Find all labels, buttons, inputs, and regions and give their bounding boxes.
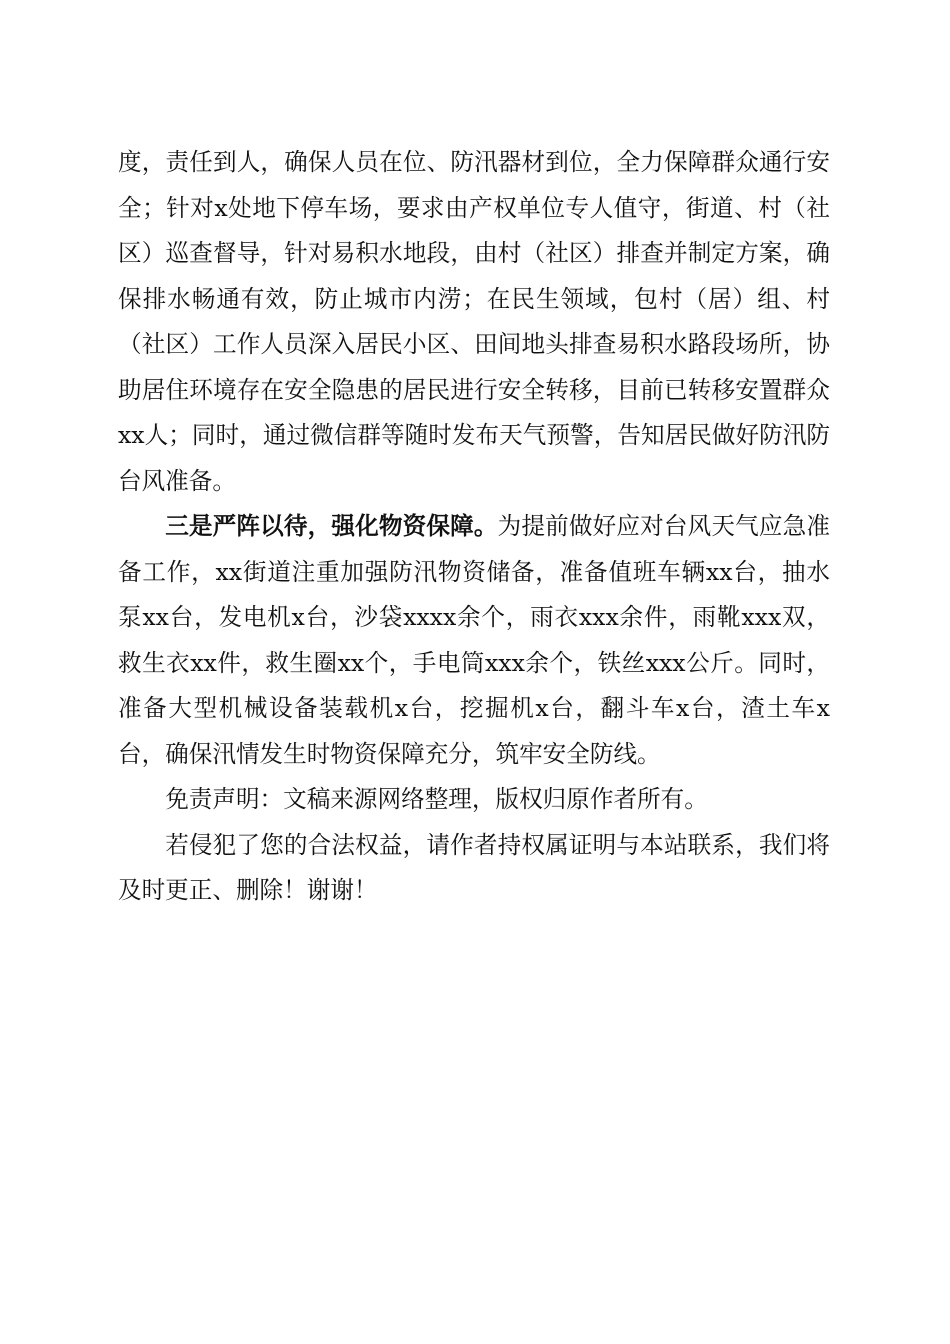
paragraph-heading: 三是严阵以待，强化物资保障。	[165, 512, 498, 540]
disclaimer-line-2: 若侵犯了您的合法权益，请作者持权属证明与本站联系，我们将及时更正、删除！谢谢！	[118, 830, 830, 904]
paragraph-body: 为提前做好应对台风天气应急准备工作，xx街道注重加强防汛物资储备，准备值班车辆xx台，抽水泵xx台，发电机x台，沙袋xxxx余个，雨衣xxx余件，雨靴xxx双，救生衣xx件，救生圈xx个，手电筒xxx余个，铁丝xxx公斤。同时，准备大型机械设备装载机x台，挖掘机x台，翻斗车x台，渣土车x台，确保汛情发生时物资保障充分，筑牢安全防线。	[118, 512, 830, 768]
paragraph-continued: 度，责任到人，确保人员在位、防汛器材到位，全力保障群众通行安全；针对x处地下停车场，要求由产权单位专人值守，街道、村（社区）巡查督导，针对易积水地段，由村（社区）排查并制定方案，确保排水畅通有效，防止城市内涝；在民生领域，包村（居）组、村（社区）工作人员深入居民小区、田间地头排查易积水路段场所，协助居住环境存在安全隐患的居民进行安全转移，目前已转移安置群众xx人；同时，通过微信群等随时发布天气预警，告知居民做好防汛防台风准备。	[118, 148, 830, 495]
paragraph-material-support	[118, 504, 830, 777]
disclaimer-line-1: 免责声明：文稿来源网络整理，版权归原作者所有。	[165, 785, 708, 813]
document-body	[118, 140, 830, 914]
